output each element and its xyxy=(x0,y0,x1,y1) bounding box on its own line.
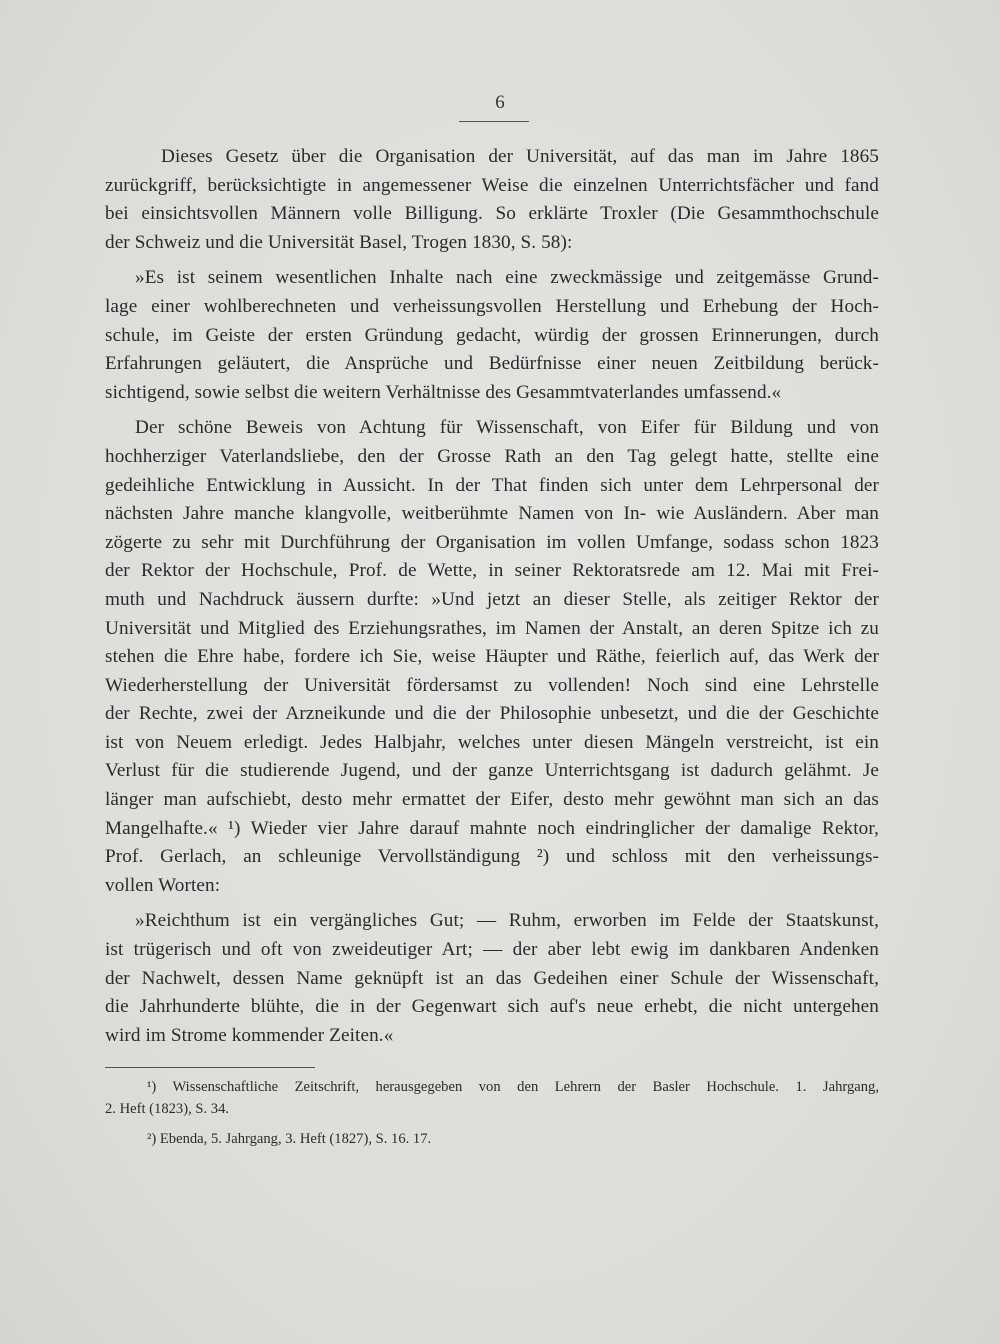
text-line: Mangelhafte.« ¹) Wieder vier Jahre darauf mahnte noch eindringlicher der damalige Rektor, xyxy=(105,817,879,839)
text-line: stehen die Ehre habe, fordere ich Sie, weise Häupter und Räthe, feierlich auf, das Werk der xyxy=(105,646,879,668)
paragraph-gap xyxy=(105,900,879,907)
footnote-line: ²) Ebenda, 5. Jahrgang, 3. Heft (1827), S. 16. 17. xyxy=(147,1131,432,1147)
text-line: der Nachwelt, dessen Name geknüpft ist an das Gedeihen einer Schule der Wissenschaft, xyxy=(105,967,879,989)
text-line: Wiederherstellung der Universität fördersamst zu vollenden! Noch sind eine Lehrstelle xyxy=(105,674,879,696)
text-line: der Rechte, zwei der Arzneikunde und die der Philosophie unbesetzt, und die der Geschichte xyxy=(105,703,879,725)
text-line: länger man aufschiebt, desto mehr ermattet der Eifer, desto mehr gewöhnt man sich an das xyxy=(105,789,879,811)
footnote-rule xyxy=(105,1067,315,1068)
paragraph xyxy=(105,414,879,900)
footnote-gap xyxy=(105,1120,879,1128)
quote-paragraph xyxy=(105,264,879,407)
text-line: schule, im Geiste der ersten Gründung gedacht, würdig der grossen Erinnerungen, durch xyxy=(105,324,879,346)
paragraph-gap xyxy=(105,257,879,264)
text-line: sichtigend, sowie selbst die weitern Verhältnisse des Gesammtvaterlandes umfassend.« xyxy=(105,381,782,403)
text-line: der Rektor der Hochschule, Prof. de Wette, in seiner Rektoratsrede am 12. Mai mit Frei- xyxy=(105,560,879,582)
quote-paragraph xyxy=(105,907,879,1050)
header-rule xyxy=(459,121,529,122)
text-line: ist trügerisch und oft von zweideutiger Art; — der aber lebt ewig im dankbaren Andenken xyxy=(105,939,879,961)
body-text xyxy=(105,143,879,1050)
text-line: der Schweiz und die Universität Basel, Trogen 1830, S. 58): xyxy=(105,231,573,253)
text-line: zurückgriff, berücksichtigte in angemessener Weise die einzelnen Unterrichtsfächer und fand xyxy=(105,174,879,196)
footnote xyxy=(105,1128,879,1150)
text-line: Universität und Mitglied des Erziehungsrathes, im Namen der Anstalt, an deren Spitze ich zu xyxy=(105,617,879,639)
text-line: bei einsichtsvollen Männern volle Billigung. So erklärte Troxler (Die Gesammthochschule xyxy=(105,203,879,225)
footnotes xyxy=(105,1076,879,1150)
text-line: Verlust für die studierende Jugend, und der ganze Unterrichtsgang ist dadurch gelähmt. Je xyxy=(105,760,879,782)
text-line: »Reichthum ist ein vergängliches Gut; — Ruhm, erworben im Felde der Staatskunst, xyxy=(135,910,879,932)
text-line: Der schöne Beweis von Achtung für Wissenschaft, von Eifer für Bildung und von xyxy=(135,417,879,439)
footnote xyxy=(105,1076,879,1120)
text-line: hochherziger Vaterlandsliebe, den der Grosse Rath an den Tag gelegt hatte, stellte eine xyxy=(105,445,879,467)
text-line: ist von Neuem erledigt. Jedes Halbjahr, welches unter diesen Mängeln verstreicht, ist ein xyxy=(105,731,879,753)
text-line: Prof. Gerlach, an schleunige Vervollständigung ²) und schloss mit den verheissungs- xyxy=(105,846,879,868)
text-line: Erfahrungen geläutert, die Ansprüche und Bedürfnisse einer neuen Zeitbildung berück- xyxy=(105,353,879,375)
text-line: lage einer wohlberechneten und verheissungsvollen Herstellung und Erhebung der Hoch- xyxy=(105,295,879,317)
footnote-line: 2. Heft (1823), S. 34. xyxy=(105,1101,230,1117)
paragraph-gap xyxy=(105,407,879,414)
text-line: »Es ist seinem wesentlichen Inhalte nach eine zweckmässige und zeitgemässe Grund- xyxy=(135,267,879,289)
text-line: muth und Nachdruck äussern durfte: »Und jetzt an dieser Stelle, als zeitiger Rektor der xyxy=(105,588,879,610)
text-line: zögerte zu sehr mit Durchführung der Organisation im vollen Umfange, sodass schon 1823 xyxy=(105,531,879,553)
text-line: nächsten Jahre manche klangvolle, weitberühmte Namen von In- wie Ausländern. Aber man xyxy=(105,503,879,525)
text-line: Dieses Gesetz über die Organisation der Universität, auf das man im Jahre 1865 xyxy=(161,146,879,167)
text-line: die Jahrhunderte blühte, die in der Gegenwart sich auf's neue erhebt, die nicht untergehen xyxy=(105,996,879,1018)
paragraph xyxy=(105,143,879,257)
text-line: vollen Worten: xyxy=(105,874,221,896)
text-line: wird im Strome kommender Zeiten.« xyxy=(105,1024,394,1046)
text-line: gedeihliche Entwicklung in Aussicht. In der That finden sich unter dem Lehrpersonal der xyxy=(105,474,879,496)
page-number: 6 xyxy=(495,92,505,113)
footnote-line: ¹) Wissenschaftliche Zeitschrift, herausgegeben von den Lehrern der Basler Hochschule. 1. Jahrgang, xyxy=(147,1079,879,1095)
